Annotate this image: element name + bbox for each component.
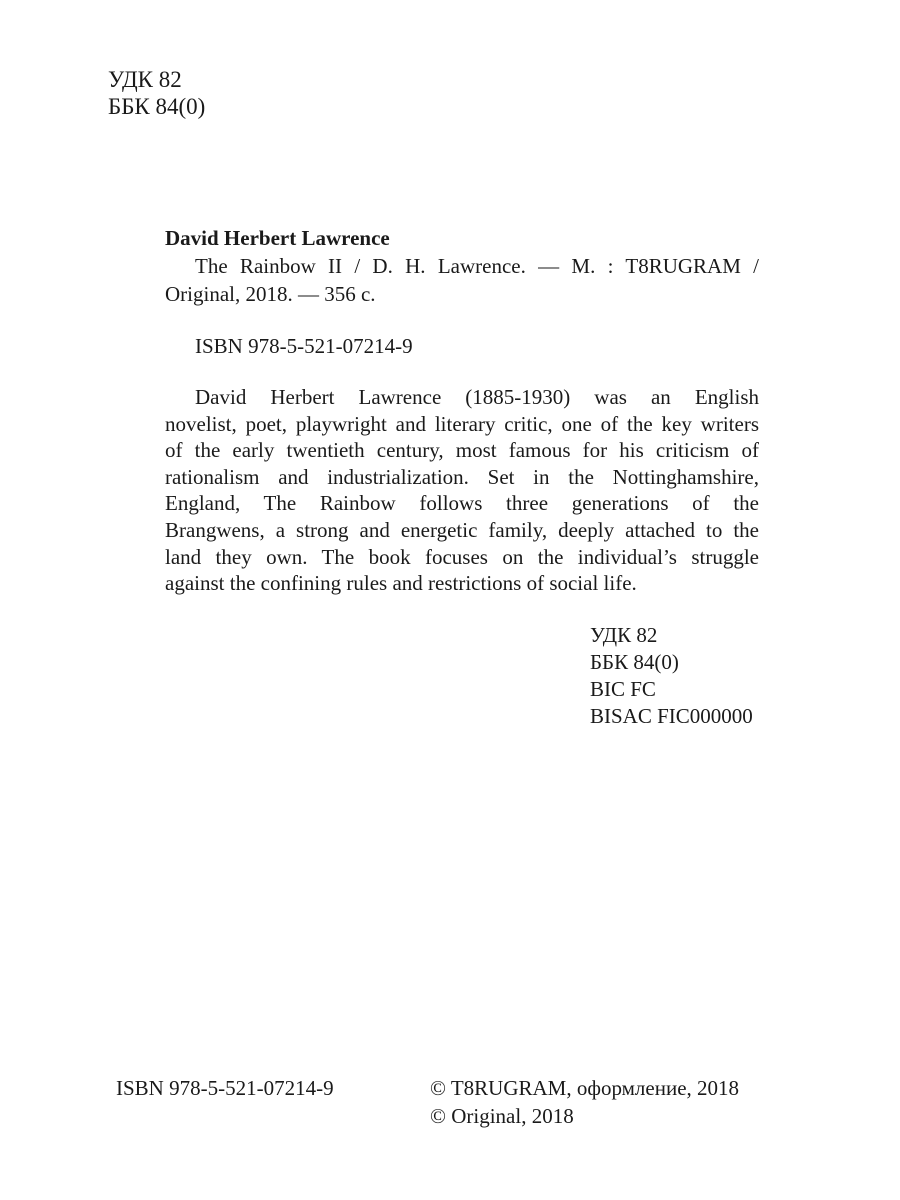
- copyright-notices: [430, 1074, 739, 1130]
- annotation-line: against the confining rules and restrictions of social life.: [165, 571, 637, 596]
- annotation-line: land they own. The book focuses on the individual’s struggle: [165, 544, 759, 569]
- annotation-line: England, The Rainbow follows three generations of the: [165, 491, 759, 516]
- top-classification-codes: [108, 66, 205, 120]
- record-isbn: ISBN 978-5-521-07214-9: [195, 334, 413, 358]
- annotation-line: of the early twentieth century, most famous for his criticism of: [165, 438, 759, 463]
- author-name: David Herbert Lawrence: [165, 226, 390, 250]
- annotation-line: novelist, poet, playwright and literary critic, one of the key writers: [165, 411, 759, 436]
- publication-statement: Original, 2018. — 356 c.: [165, 282, 376, 306]
- annotation-line: David Herbert Lawrence (1885-1930) was an English: [195, 385, 759, 409]
- copyright-original: © Original, 2018: [430, 1104, 574, 1128]
- bisac-code: BISAC FIC000000: [590, 704, 753, 728]
- bbk-code: ББК 84(0): [590, 650, 679, 674]
- footer-isbn: ISBN 978-5-521-07214-9: [116, 1076, 334, 1100]
- annotation: [165, 384, 759, 597]
- annotation-line: Brangwens, a strong and energetic family, deeply attached to the: [165, 517, 759, 542]
- annotation-line: rationalism and industrialization. Set in the Nottinghamshire,: [165, 464, 759, 489]
- bibliographic-record: [165, 224, 759, 597]
- copyright-design: © T8RUGRAM, оформление, 2018: [430, 1076, 740, 1100]
- bbk-code: ББК 84(0): [108, 94, 206, 119]
- bic-code: BIC FC: [590, 677, 656, 701]
- udk-code: УДК 82: [590, 623, 658, 647]
- udk-code: УДК 82: [108, 67, 182, 92]
- title-statement: The Rainbow II / D. H. Lawrence. — M. : T8RUGRAM /: [195, 254, 759, 278]
- classification-codes: [590, 622, 753, 730]
